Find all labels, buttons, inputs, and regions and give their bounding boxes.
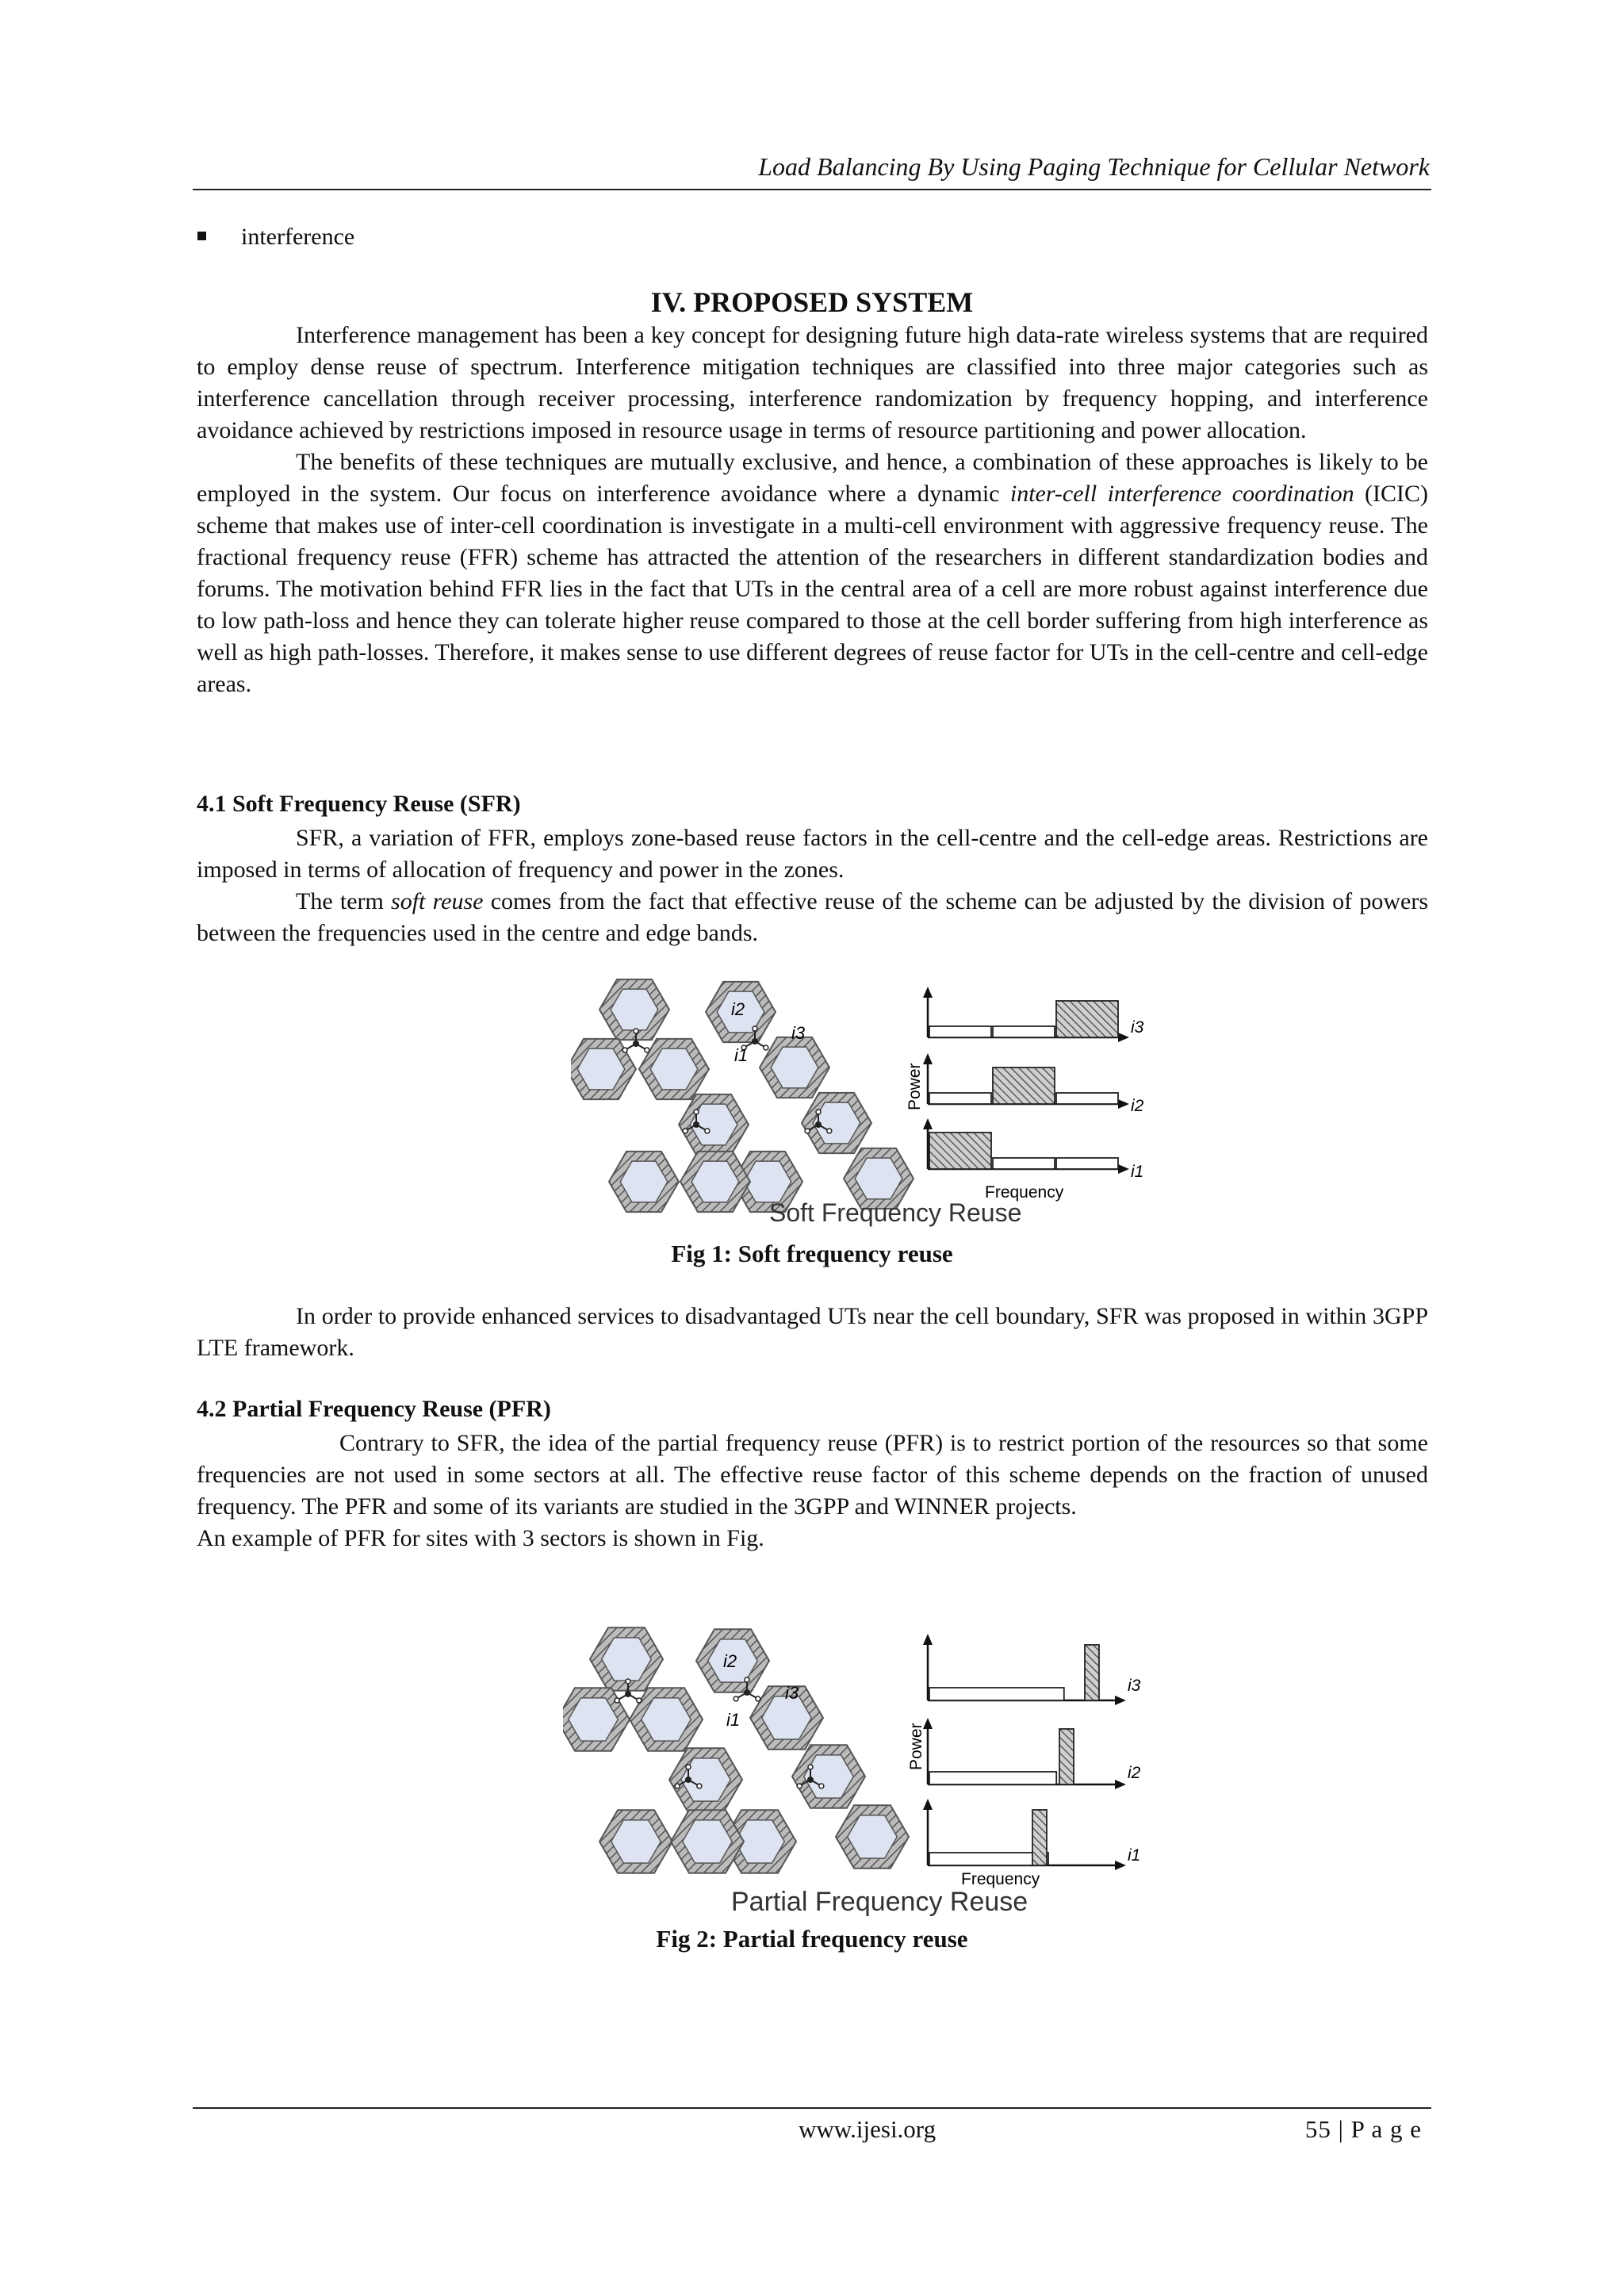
- antenna-sector-tip: [686, 1765, 691, 1769]
- sfr-body: [197, 822, 1428, 949]
- antenna-sector-tip: [675, 1784, 680, 1788]
- figure-caption: Fig 2: Partial frequency reuse: [656, 1925, 968, 1953]
- power-frequency-plots: [923, 1634, 1126, 1870]
- antenna-sector-tip: [764, 1045, 768, 1050]
- antenna-sector-tip: [615, 1698, 619, 1703]
- bullet-text: interference: [241, 224, 355, 250]
- base-station-site: [807, 1777, 814, 1783]
- footer-page-number: 55 | P a g e: [1304, 2115, 1422, 2143]
- cell-label-i2: i2: [723, 1651, 737, 1671]
- paragraph: An example of PFR for sites with 3 sectors is shown in Fig.: [197, 1525, 764, 1551]
- antenna-sector-tip: [705, 1129, 710, 1133]
- subsection-heading-sfr: 4.1 Soft Frequency Reuse (SFR): [197, 791, 521, 817]
- antenna-sector-tip: [637, 1698, 642, 1703]
- header-rule: [193, 189, 1431, 190]
- low-power-band: [1056, 1093, 1118, 1104]
- figure-title: Soft Frequency Reuse: [769, 1198, 1022, 1227]
- plot-axis-arrow-up-icon: [923, 987, 933, 998]
- paragraph: SFR, a variation of FFR, employs zone-based reuse factors in the cell-centre and the cell-edge areas. Restrictions are imposed in terms of allocation of frequency and power in the zones.: [197, 825, 1428, 883]
- plot-label-i3: i3: [1131, 1018, 1144, 1037]
- plot-axis-arrow-up-icon: [923, 1118, 933, 1129]
- plot-axis-arrow-right-icon: [1115, 1696, 1126, 1705]
- paragraph: The benefits of these techniques are mutually exclusive, and hence, a combination of these approaches is likely to be employed in the system. Our focus on interference avoidance where a dynamic inter-cell interference coordination (ICIC) scheme that makes use of inter-cell coordination is investigate in a multi-cell environment with aggressive frequency reuse. The fractional frequency reuse (FFR) scheme has attracted the attention of the researchers in different standardization bodies and forums. The motivation behind FFR lies in the fact that UTs in the central area of a cell are more robust against interference due to low path-loss and hence they can tolerate higher reuse compared to those at the cell border suffering from high interference as well as high path-losses. Therefore, it makes sense to use different degrees of reuse factor for UTs in the cell-centre and cell-edge areas.: [197, 449, 1428, 697]
- figure-partial-frequency-reuse: [563, 1618, 1158, 1919]
- base-station-site: [685, 1777, 691, 1783]
- power-frequency-plots: [923, 987, 1129, 1174]
- section-body: [197, 320, 1428, 700]
- edge-band: [1032, 1810, 1047, 1865]
- antenna-sector-tip: [797, 1784, 802, 1788]
- footer-rule: [193, 2107, 1431, 2109]
- cell-label-i2: i2: [731, 999, 745, 1019]
- low-power-band: [993, 1158, 1055, 1169]
- edge-band: [1059, 1729, 1074, 1784]
- high-power-band: [993, 1068, 1055, 1104]
- base-station-site: [625, 1691, 631, 1697]
- paragraph: In order to provide enhanced services to disadvantaged UTs near the cell boundary, SFR was proposed in within 3GPP LTE framework.: [197, 1303, 1428, 1361]
- low-power-band: [993, 1026, 1055, 1037]
- antenna-sector-tip: [745, 1677, 749, 1682]
- antenna-sector-tip: [808, 1765, 813, 1769]
- low-power-band: [1056, 1158, 1118, 1169]
- plot-label-i1: i1: [1131, 1163, 1144, 1181]
- high-power-band: [929, 1133, 991, 1169]
- centre-band: [929, 1772, 1056, 1784]
- paragraph: The term soft reuse comes from the fact that effective reuse of the scheme can be adjusted by the division of powers between the frequencies used in the centre and edge bands.: [197, 888, 1428, 946]
- edge-band: [1085, 1645, 1099, 1700]
- base-station-site: [815, 1121, 822, 1128]
- centre-band: [929, 1688, 1064, 1700]
- low-power-band: [929, 1026, 991, 1037]
- plot-axis-arrow-right-icon: [1115, 1861, 1126, 1870]
- base-station-site: [633, 1041, 639, 1047]
- high-power-band: [1056, 1001, 1118, 1037]
- centre-band: [929, 1853, 1048, 1865]
- plot-axis-arrow-right-icon: [1115, 1780, 1126, 1789]
- base-station-site: [744, 1689, 750, 1696]
- bullet-square-icon: [197, 232, 206, 240]
- axis-label-power: Power: [906, 1063, 924, 1110]
- section-title: IV. PROPOSED SYSTEM: [650, 286, 974, 318]
- figure-title: Partial Frequency Reuse: [731, 1887, 1028, 1917]
- paragraph: Contrary to SFR, the idea of the partial frequency reuse (PFR) is to restrict portion of the resources so that some frequencies are not used in some sectors at all. The effective reuse factor of this scheme depends on the fraction of unused frequency. The PFR and some of its variants are studied in the 3GPP and WINNER projects.: [197, 1430, 1428, 1520]
- pfr-body: [197, 1428, 1428, 1554]
- plot-label-i3: i3: [1128, 1677, 1141, 1695]
- cell-label-i3: i3: [785, 1683, 799, 1703]
- subsection-heading-pfr: 4.2 Partial Frequency Reuse (PFR): [197, 1396, 551, 1422]
- cell-label-i1: i1: [726, 1710, 741, 1730]
- cell-label-i3: i3: [791, 1023, 806, 1043]
- antenna-sector-tip: [756, 1696, 760, 1701]
- cell-label-i1: i1: [734, 1045, 749, 1065]
- antenna-sector-tip: [819, 1784, 824, 1788]
- plot-axis-arrow-right-icon: [1118, 1033, 1129, 1042]
- antenna-sector-tip: [733, 1696, 738, 1701]
- base-station-site: [752, 1038, 758, 1045]
- italic-term: inter-cell interference coordination: [1009, 481, 1354, 507]
- antenna-sector-tip: [683, 1129, 688, 1133]
- antenna-sector-tip: [697, 1784, 702, 1788]
- antenna-sector-tip: [805, 1129, 810, 1133]
- antenna-sector-tip: [753, 1026, 757, 1031]
- paragraph: Interference management has been a key concept for designing future high data-rate wireless systems that are required to employ dense reuse of spectrum. Interference mitigation techniques are classified into three major categories such as interference cancellation through receiver processing, interference randomization by frequency hopping, and interference avoidance achieved by restrictions imposed in resource usage in terms of resource partitioning and power allocation.: [197, 322, 1428, 443]
- plot-label-i1: i1: [1128, 1846, 1141, 1865]
- low-power-band: [929, 1093, 991, 1104]
- sfr-body-continued: [197, 1301, 1428, 1364]
- axis-label-frequency: Frequency: [985, 1183, 1064, 1202]
- axis-label-frequency: Frequency: [961, 1870, 1040, 1888]
- antenna-sector-tip: [622, 1048, 627, 1052]
- antenna-sector-tip: [694, 1110, 699, 1114]
- bullet-item: [197, 224, 354, 251]
- plot-label-i2: i2: [1128, 1764, 1141, 1782]
- axis-label-power: Power: [907, 1723, 925, 1770]
- plot-label-i2: i2: [1131, 1097, 1144, 1115]
- antenna-sector-tip: [626, 1679, 630, 1684]
- running-header: Load Balancing By Using Paging Technique for Cellular Network: [758, 152, 1430, 181]
- plot-axis-arrow-right-icon: [1118, 1099, 1129, 1109]
- figure-caption: Fig 1: Soft frequency reuse: [671, 1240, 953, 1267]
- figure-soft-frequency-reuse: [571, 974, 1158, 1236]
- antenna-sector-tip: [645, 1048, 649, 1052]
- plot-axis-arrow-right-icon: [1118, 1164, 1129, 1174]
- italic-term: soft reuse: [391, 888, 484, 914]
- plot-axis-arrow-up-icon: [923, 1634, 933, 1645]
- plot-axis-arrow-up-icon: [923, 1799, 933, 1810]
- plot-axis-arrow-up-icon: [923, 1053, 933, 1064]
- footer-url: www.ijesi.org: [799, 2115, 936, 2143]
- antenna-sector-tip: [827, 1129, 832, 1133]
- antenna-sector-tip: [634, 1029, 638, 1033]
- base-station-site: [693, 1121, 699, 1128]
- antenna-sector-tip: [816, 1110, 821, 1114]
